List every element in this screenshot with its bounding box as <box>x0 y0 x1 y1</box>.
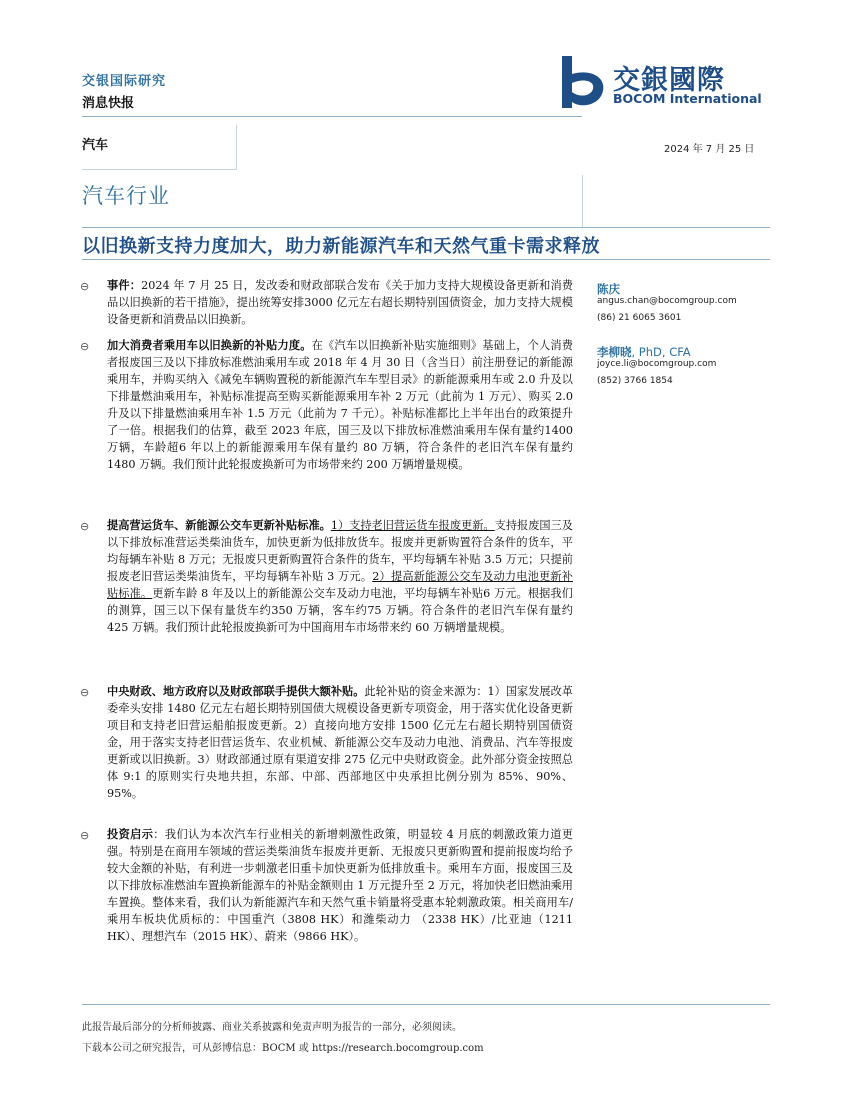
paragraph-passenger-subsidy <box>107 337 573 473</box>
paragraph-text: ：我们认为本次汽车行业相关的新增刺激性政策，明显较 4 月底的刺激政策力道更强。特别是在商用车领域的营运类柴油货车报废并更新、无报废只更新购置和提前报废均给予较大金额的补贴，有利进一步刺激老旧重卡加快更新为低排放重卡。乘用车方面，报废国三及以下排放标准燃油车置换新能源车的补贴金额则由 1 万元提升至 2 万元，将加快老旧燃油乘用车置换。整体来看，我们认为新能源汽车和天然气重卡销量将受惠本轮刺激政策。相关商用车/乘用车板块优质标的：中国重汽（3808 HK）和潍柴动力 （2338 HK）/比亚迪（1211 HK）、理想汽车（2015 HK）、蔚来（9866 HK）。 <box>107 828 573 943</box>
logo-mark-icon <box>556 54 610 110</box>
circled-minus-icon: ⊖ <box>80 829 90 842</box>
brand-label: 交银国际研究 <box>82 74 167 89</box>
paragraph-text: 2024 年 7 月 25 日，发改委和财政部联合发布《关于加力支持大规模设备更新和消费品以旧换新的若干措施》，提出统筹安排3000 亿元左右超长期特别国债资金，加力支持大规模设备更新和消费品以旧换新。 <box>107 279 573 326</box>
paragraph-text: 支持报废国三及以下排放标准营运类柴油货车，加快更新为低排放货车。报废并更新购置符合条件的货车，平均每辆车补贴 8 万元；无报废只更新购置符合条件的货车，平均每辆车补贴 3.5 万元；只提前报废老旧营运类柴油货车，平均每辆车补贴 3 万元。 <box>107 519 573 583</box>
paragraph-text: 此轮补贴的资金来源为：1）国家发展改革委牵头安排 1480 亿元左右超长期特别国债大规模设备更新专项资金，用于落实优化设备更新项目和支持老旧营运船舶报废更新。2）直接向地方安排 1500 亿元左右超长期特别国债资金，用于落实支持老旧营运货车、农业机械、新能源公交车及动力电池、消费品、汽车等报废更新或以旧换新。3）财政部通过原有渠道安排 275 亿元中央财政资金。此外部分资金按照总体 9:1 的原则实行央地共担，东部、中部、西部地区中央承担比例分别为 85%、90%、95%。 <box>107 685 573 800</box>
circled-minus-icon: ⊖ <box>80 520 90 533</box>
analyst-name <box>597 281 620 297</box>
headline-divider <box>82 259 770 260</box>
footer-divider <box>82 1004 770 1005</box>
page-title: 以旧换新支持力度加大，助力新能源汽车和天然气重卡需求释放 <box>82 236 600 257</box>
paragraph-commercial-subsidy <box>107 517 573 636</box>
report-date: 2024 年 7 月 25 日 <box>664 144 755 155</box>
analyst-credentials: , PhD, CFA <box>631 345 691 359</box>
analyst-phone: (86) 21 6065 3601 <box>597 313 682 323</box>
disclaimer-text: 此报告最后部分的分析师披露、商业关系披露和免责声明为报告的一部分，必须阅读。 <box>82 1022 462 1033</box>
industry-title: 汽车行业 <box>82 184 170 208</box>
paragraph-lead: 提高营运货车、新能源公交车更新补贴标准。 <box>107 518 331 532</box>
report-type: 消息快报 <box>82 96 135 111</box>
title-divider <box>82 227 770 228</box>
sector-label: 汽车 <box>82 138 109 153</box>
circled-minus-icon: ⊖ <box>80 280 90 293</box>
analyst-phone: (852) 3766 1854 <box>597 376 673 386</box>
header-divider <box>82 116 582 117</box>
paragraph-investment <box>107 826 573 945</box>
analyst-name-text: 陈庆 <box>597 282 620 296</box>
analyst-name <box>597 344 691 360</box>
paragraph-lead: 中央财政、地方政府以及财政部联手提供大额补贴。 <box>107 684 365 698</box>
circled-minus-icon: ⊖ <box>80 340 90 353</box>
analyst-email[interactable]: angus.chan@bocomgroup.com <box>597 296 737 306</box>
logo-chinese-text: 交銀國際 <box>613 65 725 96</box>
paragraph-text: 更新车龄 8 年及以上的新能源公交车及动力电池，平均每辆车补贴6 万元。根据我们的测算，国三以下保有量货车约350 万辆，客车约75 万辆。符合条件的老旧汽车保有量约425 万辆。我们预计此轮报废换新可为中国商用车市场带来约 60 万辆增量规模。 <box>107 587 573 634</box>
circled-minus-icon: ⊖ <box>80 686 90 699</box>
paragraph-lead: 事件： <box>107 278 142 292</box>
paragraph-lead: 加大消费者乘用车以旧换新的补贴力度。 <box>107 338 312 352</box>
paragraph-event <box>107 277 573 328</box>
paragraph-text: 在《汽车以旧换新补贴实施细则》基础上，个人消费者报废国三及以下排放标准燃油乘用车或 2018 年 4 月 30 日（含当日）前注册登记的新能源乘用车，并购买纳入《减免车辆购置税的新能源汽车车型目录》的新能源乘用车或 2.0 升及以下排量燃油乘用车，补贴标准提高至购买新能源乘用车补 2 万元（此前为 1 万元）、购买 2.0 升及以下排量燃油乘用车补 1.5 万元（此前为 7 千元）。补贴标准都比上半年出台的政策提升了一倍。根据我们的估算，截至 2023 年底，国三及以下排放标准燃油乘用车保有量约1400 万辆，车龄超6 年以上的新能源乘用车保有量约 80 万辆，符合条件的老旧汽车保有量约 1480 万辆。我们预计此轮报废换新可为市场带来约 200 万辆增量规模。 <box>107 339 573 471</box>
analyst-email[interactable]: joyce.li@bocomgroup.com <box>597 359 717 369</box>
paragraph-lead: 投资启示 <box>107 827 154 841</box>
company-logo <box>556 54 770 110</box>
paragraph-underlined-segment: 2）提高新能源公交车及动力电池更新补贴标准。 <box>107 570 573 600</box>
paragraph-underlined-segment: 1）支持老旧营运货车报废更新。 <box>330 519 495 532</box>
logo-english-text: BOCOM International <box>613 91 762 106</box>
paragraph-funding <box>107 683 573 802</box>
analyst-name-text: 李柳晓 <box>597 345 632 359</box>
download-info[interactable]: 下载本公司之研究报告，可从彭博信息：BOCM 或 https://research.bocomgroup.com <box>82 1043 484 1054</box>
